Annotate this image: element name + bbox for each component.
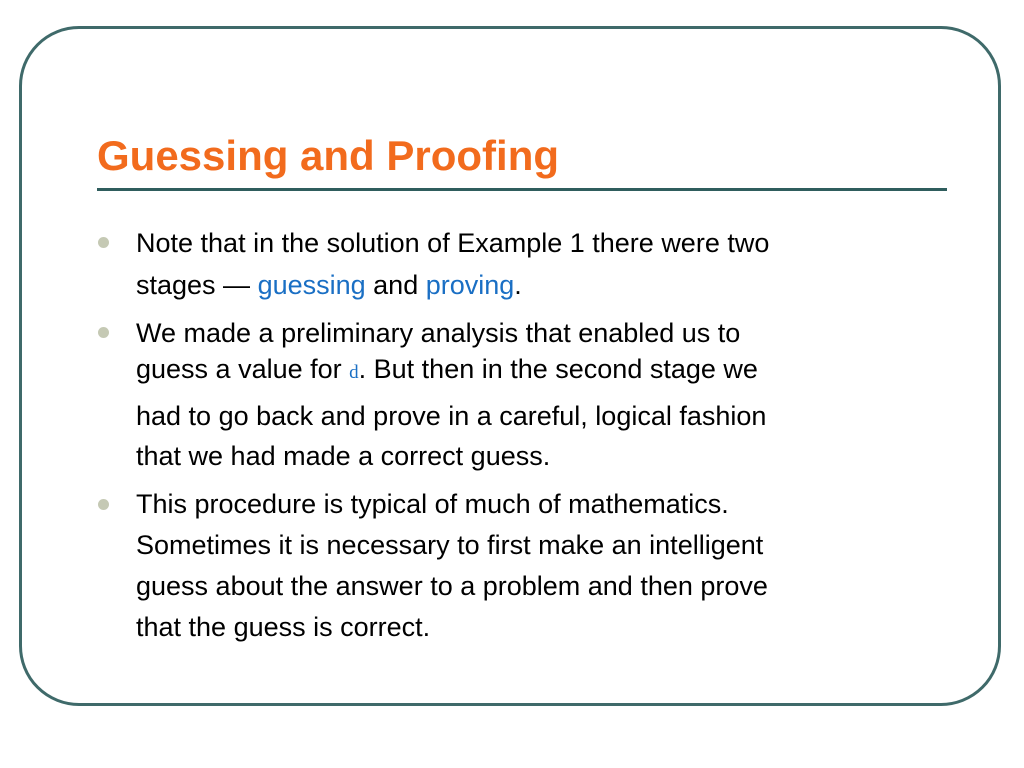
bullet-1-and-text: and (365, 270, 426, 300)
slide-title: Guessing and Proofing (97, 132, 560, 179)
term-guessing: guessing (257, 270, 366, 300)
bullet-2-line-1: We made a preliminary analysis that enabled us to (136, 318, 741, 348)
bullet-1-line-1: Note that in the solution of Example 1 there were two (136, 228, 770, 258)
title-underline (97, 188, 947, 191)
bullet-3-line-2: Sometimes it is necessary to first make an intelligent (136, 530, 764, 560)
bullet-3-line-3: guess about the answer to a problem and then prove (136, 571, 768, 601)
bullet-dot-icon (98, 499, 109, 510)
bullet-2-line-3: had to go back and prove in a careful, logical fashion (136, 401, 767, 431)
bullet-text-1 (136, 222, 946, 306)
bullet-dot-icon (98, 327, 109, 338)
bullet-2-line-4: that we had made a correct guess. (136, 441, 551, 471)
bullet-2-line-2 (136, 350, 946, 396)
bullet-3-line-4: that the guess is correct. (136, 612, 431, 642)
bullet-text-3 (136, 484, 946, 648)
bullet-1-line-2 (136, 264, 946, 306)
bullet-2-guess-text: guess a value for (136, 354, 350, 384)
term-proving: proving (425, 270, 515, 300)
variable-d: d (349, 362, 359, 383)
bullet-1-period: . (514, 270, 522, 300)
bullet-3-line-1: This procedure is typical of much of mathematics. (136, 489, 729, 519)
bullet-2-but-text: . But then in the second stage we (358, 354, 758, 384)
bullet-1-stages-text: stages — (136, 270, 258, 300)
bullet-dot-icon (98, 237, 109, 248)
bullet-text-2 (136, 312, 946, 476)
